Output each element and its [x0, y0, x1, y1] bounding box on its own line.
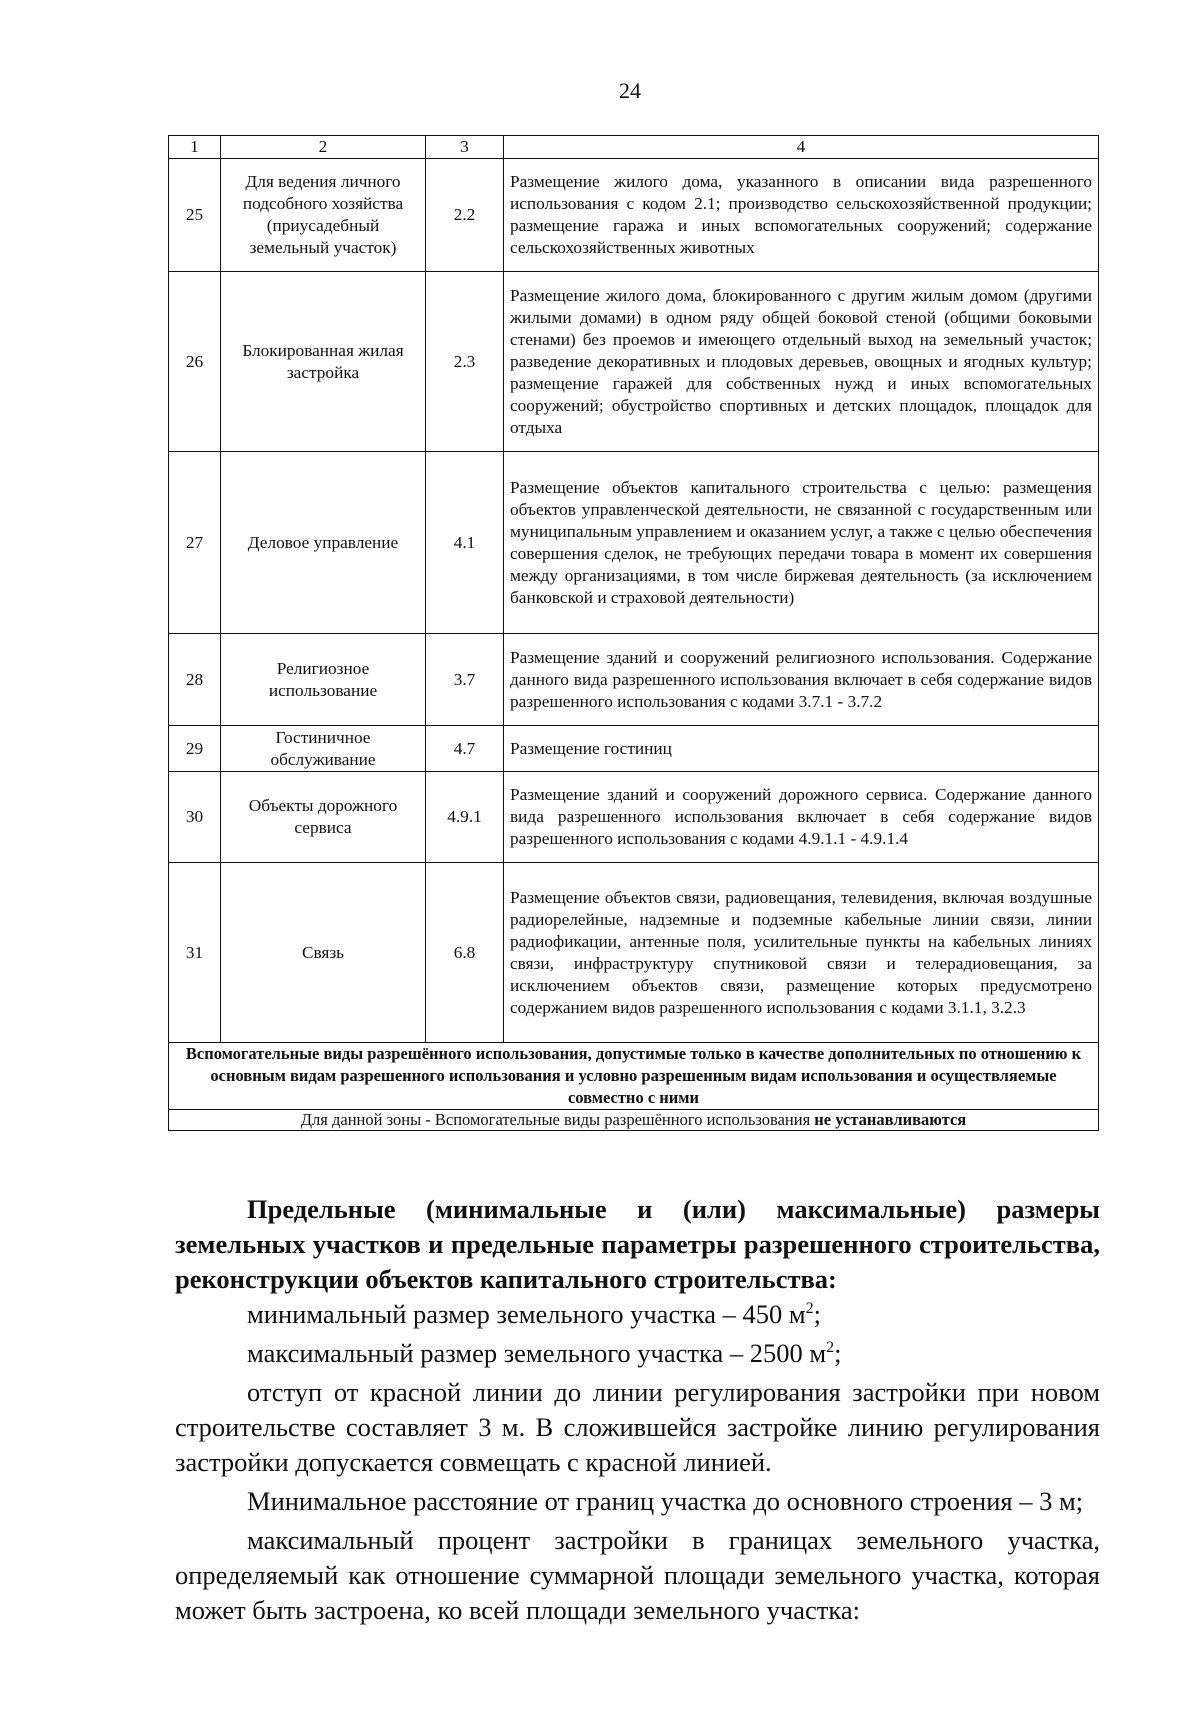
use-description: Размещение зданий и сооружений дорожного сервиса. Содержание данного вида разрешенного использования включает в себя содержание видов разрешенного использования с кодами 4.9.1.1 - 4.9.1.4	[504, 772, 1099, 863]
use-name: Для ведения личного подсобного хозяйства (приусадебный земельный участок)	[221, 159, 426, 272]
row-number: 29	[169, 726, 221, 772]
column-header: 3	[426, 136, 504, 159]
table-row	[169, 159, 1099, 272]
use-code: 4.9.1	[426, 772, 504, 863]
page-number: 24	[619, 78, 641, 103]
use-description: Размещение объектов капитального строительства с целью: размещения объектов управленческой деятельности, не связанной с государственным или муниципальным управлением и оказанием услуг, а также с целью обеспечения совершения сделок, не требующих передачи товара в момент их совершения между организациями, в том числе биржевая деятельность (за исключением банковской и страховой деятельности)	[504, 452, 1099, 634]
aux-heading-row	[169, 1043, 1099, 1110]
min-size-paragraph: минимальный размер земельного участка – 450 $м^2$;	[247, 1299, 822, 1329]
table-row	[169, 272, 1099, 452]
parameters-section	[175, 1192, 1100, 1628]
table-row	[169, 452, 1099, 634]
column-header: 1	[169, 136, 221, 159]
use-description: Размещение объектов связи, радиовещания, телевидения, включая воздушные радиорелейные, надземные и подземные кабельные линии связи, линии радиофикации, антенные поля, усилительные пункты на кабельных линиях связи, инфраструктуру спутниковой связи и телерадиовещания, за исключением объектов связи, размещение которых предусмотрено содержанием видов разрешенного использования с кодами 3.1.1, 3.2.3	[504, 863, 1099, 1043]
table-row	[169, 772, 1099, 863]
table-row	[169, 726, 1099, 772]
use-code: 4.1	[426, 452, 504, 634]
setback-paragraph: отступ от красной линии до линии регулирования застройки при новом строительстве составляет 3 м. В сложившейся застройке линию регулирования застройки допускается совмещать с красной линией.	[175, 1377, 1100, 1477]
row-number: 31	[169, 863, 221, 1043]
row-number: 28	[169, 634, 221, 726]
use-code: 6.8	[426, 863, 504, 1043]
use-name: Религиозное использование	[221, 634, 426, 726]
use-description: Размещение зданий и сооружений религиозного использования. Содержание данного вида разрешенного использования включает в себя содержание видов разрешенного использования с кодами 3.7.1 - 3.7.2	[504, 634, 1099, 726]
land-use-table	[168, 135, 1099, 1131]
aux-note-bold: не устанавливаются	[814, 1110, 967, 1129]
row-number: 26	[169, 272, 221, 452]
aux-uses-note	[169, 1110, 1099, 1131]
use-code: 2.3	[426, 272, 504, 452]
section-heading: Предельные (минимальные и (или) максимальные) размеры земельных участков и предельные параметры разрешенного строительства, реконструкции объектов капитального строительства:	[175, 1194, 1100, 1294]
table-row	[169, 863, 1099, 1043]
use-name: Гостиничное обслуживание	[221, 726, 426, 772]
superscript: 2	[805, 1300, 814, 1318]
column-header: 2	[221, 136, 426, 159]
use-name: Связь	[221, 863, 426, 1043]
use-description: Размещение жилого дома, указанного в описании вида разрешенного использования с кодом 2.1; производство сельскохозяйственной продукции; размещение гаража и иных вспомогательных сооружений; содержание сельскохозяйственных животных	[504, 159, 1099, 272]
use-description: Размещение гостиниц	[504, 726, 1099, 772]
column-header: 4	[504, 136, 1099, 159]
aux-note-row	[169, 1110, 1099, 1131]
row-number: 30	[169, 772, 221, 863]
aux-uses-heading: Вспомогательные виды разрешённого использования, допустимые только в качестве дополнительных по отношению к основным видам разрешенного использования и условно разрешенным видам использования и осуществляемые совместно с ними	[169, 1043, 1099, 1110]
table-header-row	[169, 136, 1099, 159]
use-name: Объекты дорожного сервиса	[221, 772, 426, 863]
use-description: Размещение жилого дома, блокированного с другим жилым домом (другими жилыми домами) в одном ряду общей боковой стеной (общими боковыми стенами) без проемов и имеющего отдельный выход на земельный участок; разведение декоративных и плодовых деревьев, овощных и ягодных культур; размещение гаражей для собственных нужд и иных вспомогательных сооружений; обустройство спортивных и детских площадок, площадок для отдыха	[504, 272, 1099, 452]
max-size-paragraph: максимальный размер земельного участка – 2500 $м^2$;	[247, 1338, 842, 1368]
superscript: 2	[826, 1339, 835, 1357]
table-row	[169, 634, 1099, 726]
row-number: 25	[169, 159, 221, 272]
row-number: 27	[169, 452, 221, 634]
use-name: Деловое управление	[221, 452, 426, 634]
use-code: 3.7	[426, 634, 504, 726]
use-code: 4.7	[426, 726, 504, 772]
min-distance-paragraph: Минимальное расстояние от границ участка до основного строения – 3 м;	[247, 1486, 1084, 1516]
aux-note-prefix: Для данной зоны - Вспомогательные виды разрешённого использования	[300, 1110, 811, 1129]
use-name: Блокированная жилая застройка	[221, 272, 426, 452]
max-percent-paragraph: максимальный процент застройки в границах земельного участка, определяемый как отношение суммарной площади земельного участка, которая может быть застроена, ко всей площади земельного участка:	[175, 1525, 1100, 1625]
use-code: 2.2	[426, 159, 504, 272]
